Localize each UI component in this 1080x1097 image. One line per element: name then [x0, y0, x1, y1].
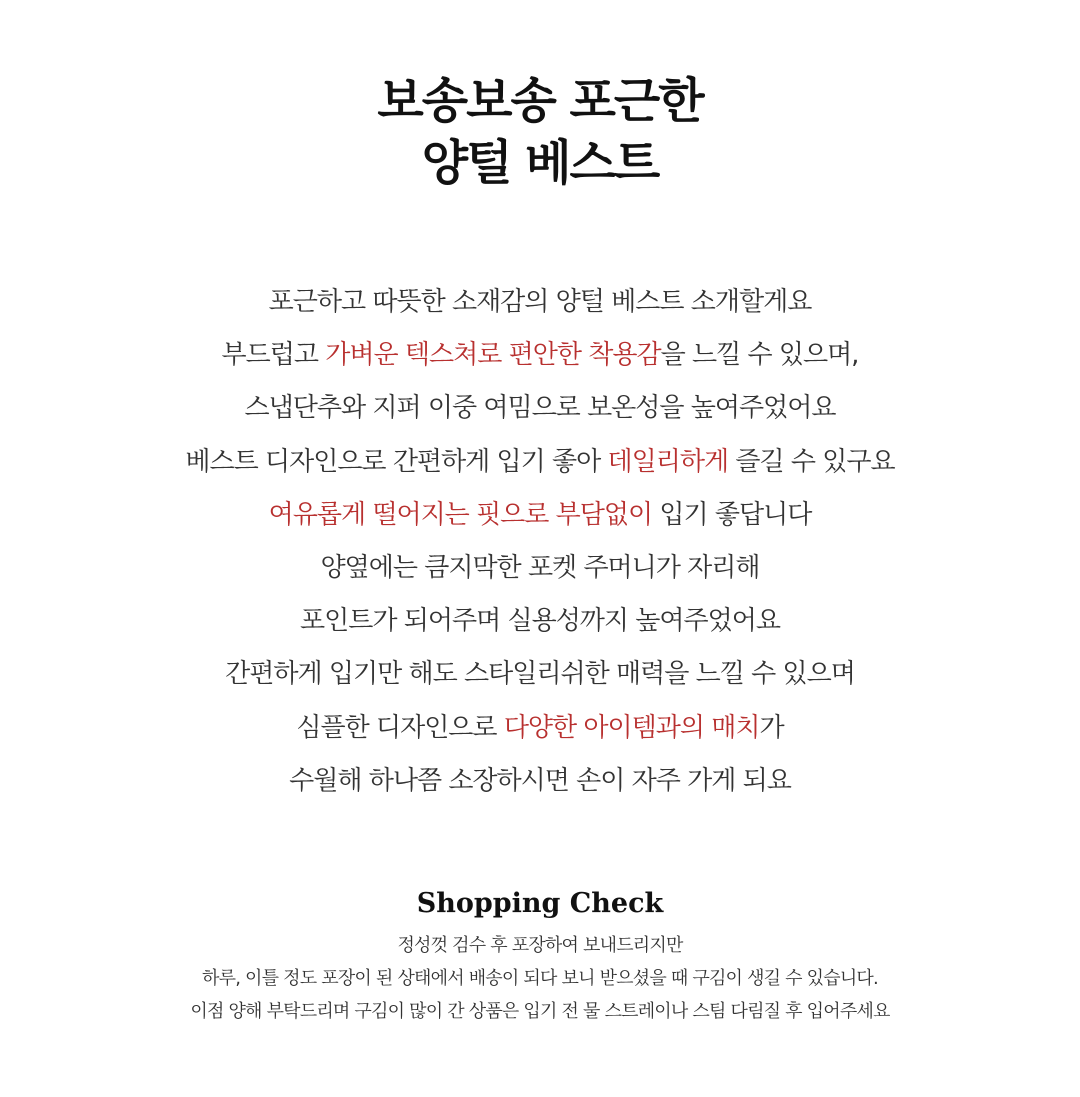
page-title: [0, 70, 1080, 194]
description-highlight: 다양한 아이템과의 매치: [503, 712, 760, 743]
description-text: 간편하게 입기만 해도 스타일리쉬한 매력을 느낄 수 있으며: [225, 659, 855, 690]
description-highlight: 가벼운 텍스쳐로 편안한 착용감: [325, 340, 661, 371]
description-line: [0, 755, 1080, 808]
description-line: [0, 382, 1080, 435]
description-highlight: 여유롭게 떨어지는 핏으로 부담없이: [268, 499, 653, 530]
description-highlight: 데일리하게: [607, 446, 729, 477]
description-line: [0, 276, 1080, 329]
description-line: [0, 436, 1080, 489]
shopping-check-line: 정성껏 검수 후 포장하여 보내드리지만: [397, 935, 683, 956]
product-description: [0, 276, 1080, 808]
description-text: 즐길 수 있구요: [728, 446, 895, 477]
description-text: 포근하고 따뜻한 소재감의 양털 베스트 소개할게요: [268, 287, 812, 317]
description-text: 베스트 디자인으로 간편하게 입기 좋아: [185, 446, 608, 477]
description-text: 을 느낄 수 있으며,: [660, 340, 859, 371]
description-text: 가: [759, 712, 784, 743]
description-line: [0, 702, 1080, 755]
shopping-check-line: 이점 양해 부탁드리며 구김이 많이 간 상품은 입기 전 물 스트레이나 스팀 다림질 후 입어주세요: [190, 1001, 890, 1022]
description-text: 포인트가 되어주며 실용성까지 높여주었어요: [300, 606, 780, 637]
description-line: [0, 329, 1080, 382]
description-text: 입기 좋답니다: [652, 499, 812, 530]
description-line: [0, 648, 1080, 701]
description-text: 수월해 하나쯤 소장하시면 손이 자주 가게 되요: [289, 765, 791, 796]
description-line: [0, 489, 1080, 542]
shopping-check-notice: [0, 929, 1080, 1028]
description-text: 부드럽고: [221, 340, 326, 371]
description-text: 양옆에는 큼지막한 포켓 주머니가 자리해: [320, 553, 760, 584]
page-title-line-1: 보송보송 포근한: [377, 73, 703, 129]
shopping-check-line: 하루, 이틀 정도 포장이 된 상태에서 배송이 되다 보니 받으셨을 때 구김이 생길 수 있습니다.: [202, 968, 878, 989]
description-text: 심플한 디자인으로: [296, 712, 504, 743]
description-line: [0, 595, 1080, 648]
description-text: 스냅단추와 지퍼 이중 여밈으로 보온성을 높여주었어요: [244, 393, 836, 424]
page-title-line-2: 양털 베스트: [421, 135, 659, 191]
description-line: [0, 542, 1080, 595]
shopping-check-title: Shopping Check: [416, 888, 664, 919]
